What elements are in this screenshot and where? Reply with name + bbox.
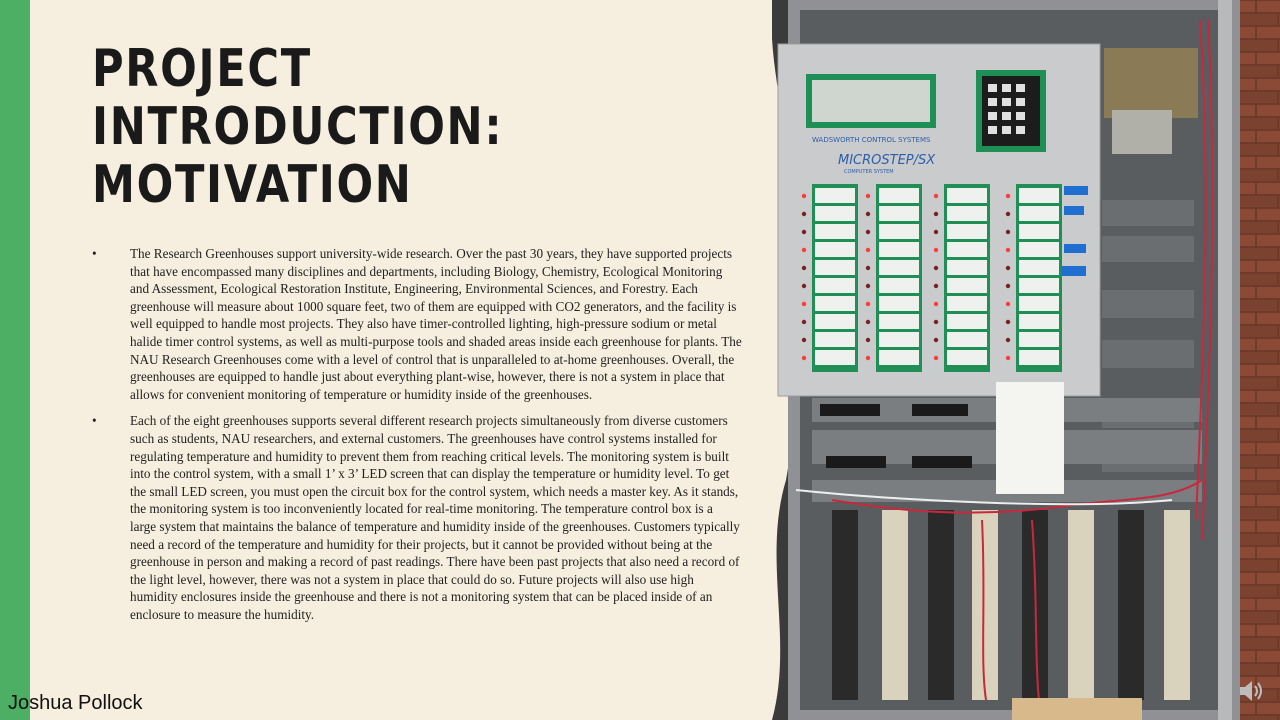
bullet-list (92, 245, 742, 632)
bullet-text: Each of the eight greenhouses supports several different research projects simultaneously from diverse customers such as students, NAU researchers, and external customers. The greenhouses have control systems installed for regulating temperature and humidity to prevent them from reaching critical levels. The monitoring system is built into the control system, with a small 1’ x 3’ LED screen that can display the temperature or humidity level. To get the small LED screen, you must open the circuit box for the control system, which needs a master key. As it stands, the monitoring system is too inconveniently located for real-time monitoring. The temperature control box is a large system that maintains the balance of temperature and humidity inside of the greenhouses. Customers typically need a record of the temperature and humidity for their projects, but it cannot be provided without being at the greenhouse in person and making a record of past readings. There have been past projects that also need a record of the light level, however, there was not a system in place that could do so. Future projects will also use high humidity enclosures inside the greenhouse and there is not a monitoring system that can be placed inside of an enclosure to measure the humidity. (130, 413, 740, 622)
bullet-dot: • (92, 413, 97, 429)
bullet-dot: • (92, 246, 97, 261)
speaker-icon[interactable] (1236, 676, 1266, 706)
bullet-text: The Research Greenhouses support university-wide research. Over the past 30 years, they have supported projects that have encompassed many disciplines and departments, including Biology, Chemistry, Ecological Monitoring and Assessment, Ecological Restoration Institute, Engineering, Environmental Sciences, and Forestry. Each greenhouse will measure about 1000 square feet, two of them are equipped with CO2 generators, and the facility is well equipped to handle most projects. They also have timer-controlled lighting, high-pressure sodium or metal halide timer control systems, as well as multi-purpose tools and shaded areas inside each greenhouse for plants. The NAU Research Greenhouses come with a level of control that is unparalleled to at-home greenhouses. Overall, the greenhouses are equipped to handle just about everything plant-wise, however, there is not a system in place that allows for convenient monitoring of temperature or humidity inside of the greenhouses. (130, 246, 742, 402)
accent-bar (0, 0, 30, 720)
photo-subtitle: COMPUTER SYSTEM (844, 169, 894, 175)
slide-title (92, 40, 640, 214)
photo-brand: WADSWORTH CONTROL SYSTEMS (812, 136, 931, 144)
photo-product: MICROSTEP/SX (838, 153, 936, 168)
author-name: Joshua Pollock (8, 692, 143, 714)
title-line-2: MOTIVATION (92, 155, 413, 215)
title-line-1: PROJECT INTRODUCTION: (92, 39, 504, 157)
control-panel-photo (772, 0, 1280, 720)
bullet-item (92, 245, 742, 403)
bullet-item (92, 412, 742, 623)
